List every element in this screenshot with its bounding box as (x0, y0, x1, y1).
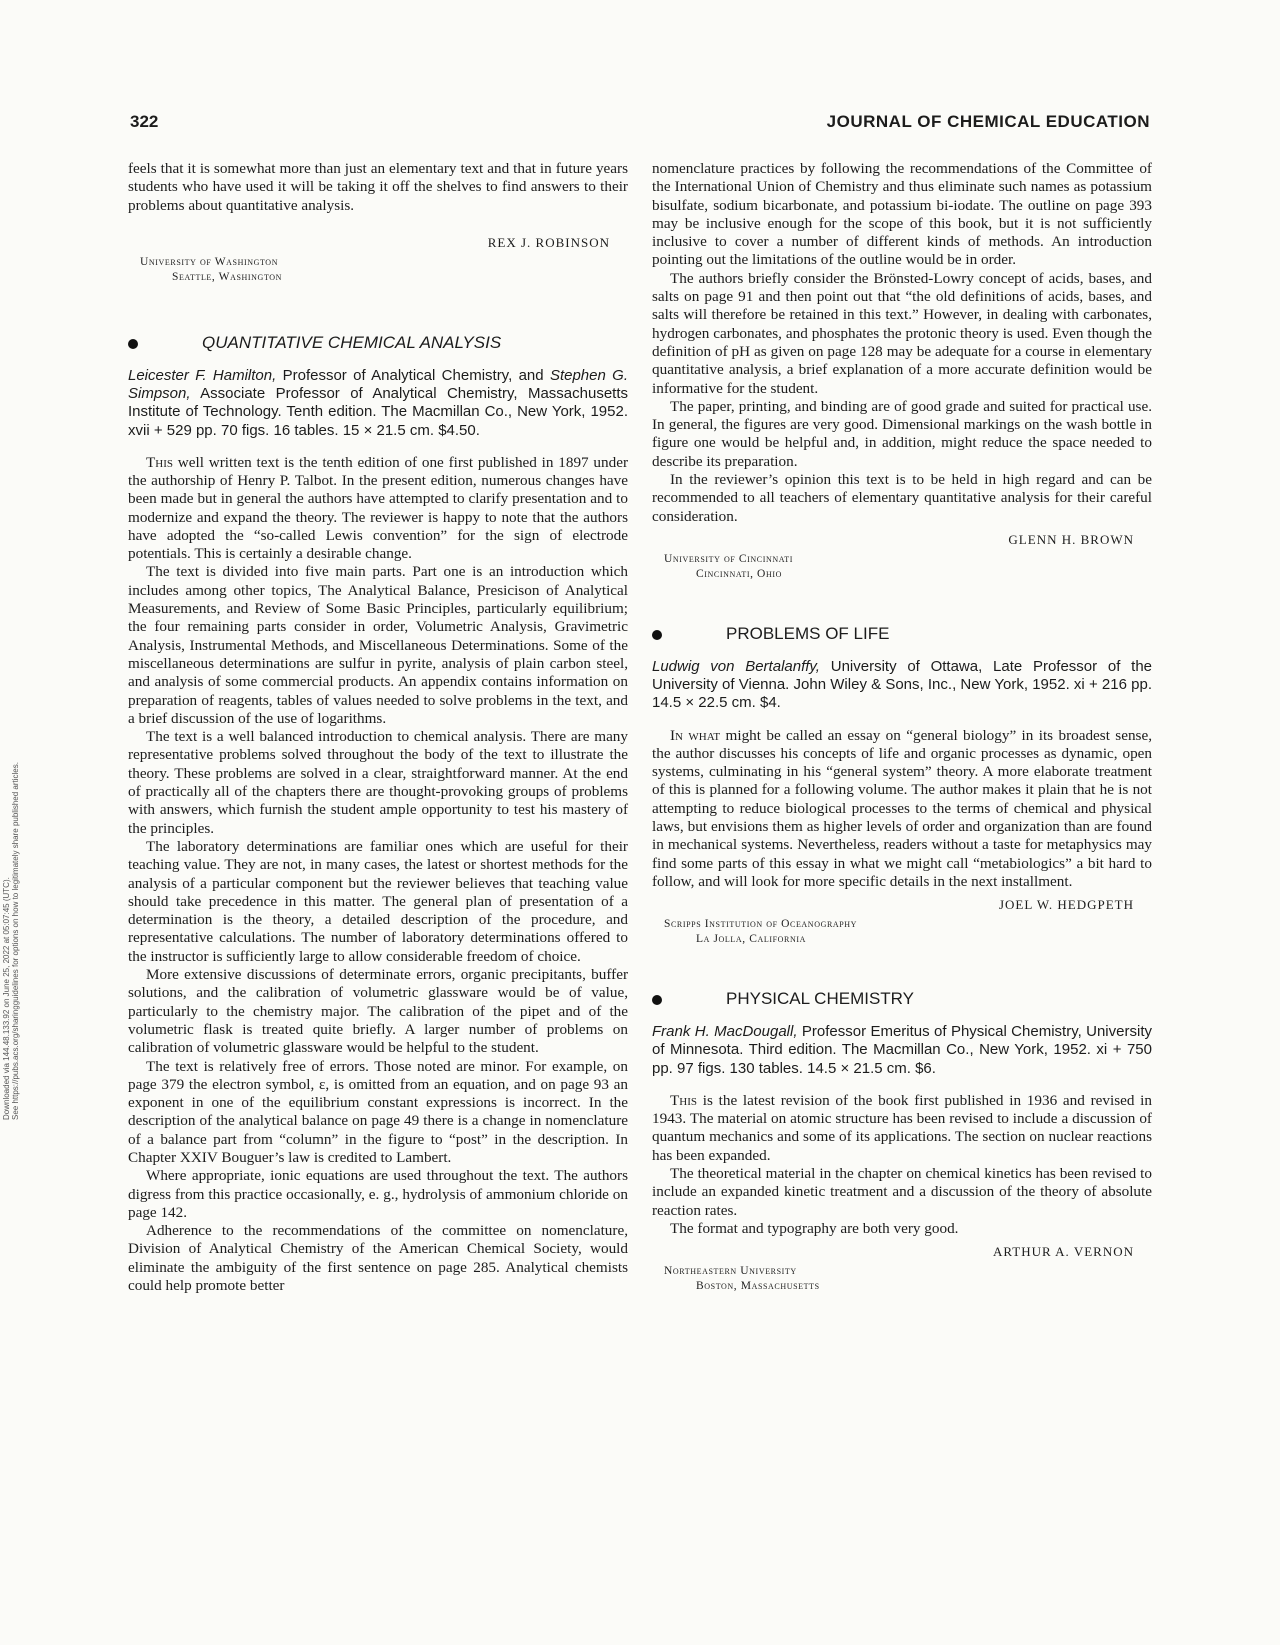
lead-word: This (146, 453, 174, 471)
review-paragraph: The paper, printing, and binding are of good grade and suited for practical use. In general, the figures are very good. Dimensional markings on the wash bottle in figure one would be helpful and, in addition, might reduce the space needed to describe its preparation. (652, 397, 1152, 470)
review-paragraph: The text is divided into five main parts. Part one is an introduction which includes among other topics, The Analytical Balance, Presicison of Analytical Measurements, and Review of Some Basic Principles, particularly equilibrium; the four remaining parts consider in order, Volumetric Analysis, Gravimetric Analysis, Instrumental Methods, and Miscellaneous Determinations. Some of the miscellaneous determinations are sulfur in pyrite, analysis of plain carbon steel, and analysis of some commercial products. An appendix contains information on preparation of reagents, tables of values needed to solve problems in the text, and a brief discussion of the use of logarithms. (128, 563, 628, 727)
reviewer-signature: JOEL W. HEDGPETH (998, 897, 1134, 913)
review-paragraph: Adherence to the recommendations of the committee on nomenclature, Division of Analytical Chemistry of the American Chemical Society, would eliminate the ambiguity of the first sentence on page 285. Analytical chemists could help promote better (128, 1222, 628, 1295)
bullet-icon (652, 995, 662, 1005)
reviewer-affiliation (664, 917, 1152, 947)
review-paragraph: The text is a well balanced introduction to chemical analysis. There are many representative problems solved throughout the body of the text to illustrate the theory. These problems are solved in a clear, straightforward manner. At the end of practically all of the chapters there are thought-provoking groups of problems with answers, which furnish the student ample opportunity to test his mastery of the principles. (128, 728, 628, 837)
reviewer-affiliation (140, 255, 628, 285)
right-column (652, 160, 1152, 1294)
paragraph-text: might be called an essay on “general biology” in its broadest sense, the author discusses his concepts of life and organic processes as dynamic, open systems, culminating in his “general system” theory. A more elaborate treatment of this is planned for a following volume. The author makes it plain that he is not attempting to reduce biological processes to the terms of chemical and physical laws, but envisions them as higher levels of order and organization than are found in mechanical systems. Nevertheless, readers without a taste for metaphysics may find some parts of this essay in what we might call “metabiologics” a bit hard to follow, and will look for more specific details in the next installment. (652, 726, 1152, 890)
book-citation (652, 658, 1152, 713)
review-paragraph: The authors briefly consider the Brönsted-Lowry concept of acids, bases, and salts on page 91 and then point out that “the old definitions of acids, bases, and salts will therefore be retained in this text.” However, in dealing with carbonates, hydrogen carbonates, and phosphates the protonic theory is used. Even though the definition of pH as given on page 128 may be adequate for a course in elementary quantitative analysis, a brief explanation of a more accurate definition would be informative for the student. (652, 269, 1152, 397)
review-title: PHYSICAL CHEMISTRY (726, 989, 914, 1009)
review-heading (652, 989, 1152, 1013)
reviewer-affiliation (664, 1264, 1152, 1294)
download-notice-line2: See https://pubs.acs.org/sharingguidelines for options on how to legitimately share published articles. (11, 762, 20, 1120)
affiliation-line-1: University of Washington (140, 255, 279, 268)
carryover-paragraph: feels that it is somewhat more than just an elementary text and that in future years students who have used it will be taking it off the shelves to find answers to their problems about quantitative analysis. (128, 160, 628, 214)
reviewer-affiliation (664, 552, 1152, 582)
affiliation-line-1: Northeastern University (664, 1265, 797, 1278)
bullet-icon (128, 339, 138, 349)
review-paragraph (652, 727, 1152, 892)
paragraph-text: well written text is the tenth edition of one first published in 1897 under the authorship of Henry P. Talbot. In the present edition, numerous changes have been made but in general the authors have attempted to clarify presentation and to modernize and expand the theory. The reviewer is happy to note that the authors have adopted the “so-called Lewis convention” for the sign of electrode potentials. This is certainly a desirable change. (128, 453, 628, 563)
citation-details: University of Ottawa, Late Professor of the University of Vienna. John Wiley & Sons, Inc., New York, 1952. xi + 216 pp. 14.5 × 22.5 cm. $4. (652, 657, 1153, 712)
affiliation-line-2: Seattle, Washington (172, 270, 283, 283)
reviewer-signature: GLENN H. BROWN (1008, 531, 1134, 547)
affiliation-line-2: Boston, Massachusetts (696, 1280, 820, 1293)
review-paragraph: Where appropriate, ionic equations are used throughout the text. The authors digress from this practice occasionally, e. g., hydrolysis of ammonium chloride on page 142. (128, 1167, 628, 1221)
citation-details: Professor Emeritus of Physical Chemistry, University of Minnesota. Third edition. The Macmillan Co., New York, 1952. xi + 750 pp. 97 figs. 130 tables. 14.5 × 21.5 cm. $6. (652, 1023, 1152, 1077)
author-role: Professor of Analytical Chemistry, and (276, 366, 550, 384)
reviewer-signature: REX J. ROBINSON (487, 234, 610, 250)
paragraph-text: is the latest revision of the book first published in 1936 and revised in 1943. The material on atomic structure has been revised to include a discussion of quantum mechanics and some of its applications. The section on nuclear reactions has been expanded. (652, 1091, 1152, 1164)
review-heading (128, 333, 628, 357)
lead-word: In what (670, 726, 721, 744)
review-paragraph: The text is relatively free of errors. Those noted are minor. For example, on page 379 the electron symbol, ε, is omitted from an equation, and on page 93 an exponent in one of the equilibrium constant expressions is incorrect. In the description of the analytical balance on page 49 there is a change in nomenclature of a balance part from “column” in the figure to “post” in the description. In Chapter XXIV Bouguer’s law is credited to Lambert. (128, 1057, 628, 1166)
review-paragraph: In the reviewer’s opinion this text is to be held in high regard and can be recommended to all teachers of elementary quantitative analysis for their careful consideration. (652, 471, 1152, 525)
review-paragraph: nomenclature practices by following the recommendations of the Committee of the International Union of Chemistry and thus eliminate such names as potassium bisulfate, sodium bicarbonate, and potassium bi-iodate. The outline on page 393 may be inclusive enough for the scope of this book, but it is not sufficiently inclusive to cover a number of different kinds of methods. An introduction pointing out the limitations of the outline would be in order. (652, 160, 1152, 269)
affiliation-line-1: Scripps Institution of Oceanography (664, 918, 858, 931)
review-paragraph (652, 1092, 1152, 1165)
review-title: PROBLEMS OF LIFE (726, 623, 890, 643)
download-notice-line1: Downloaded via 144.48.133.92 on June 25, 2022 at 05:07:45 (UTC). (2, 877, 11, 1120)
review-title: QUANTITATIVE CHEMICAL ANALYSIS (202, 332, 502, 352)
author-name: Leicester F. Hamilton, (128, 366, 277, 384)
review-paragraph (128, 454, 628, 564)
left-column (128, 160, 628, 1295)
author-name: Ludwig von Bertalanffy, (652, 657, 820, 675)
reviewer-signature: ARTHUR A. VERNON (992, 1244, 1134, 1260)
download-notice (2, 520, 20, 1120)
page-number: 322 (130, 112, 159, 131)
review-paragraph: The theoretical material in the chapter on chemical kinetics has been revised to include an expanded kinetic treatment and a discussion of the theory of absolute reaction rates. (652, 1165, 1152, 1219)
citation-details: Associate Professor of Analytical Chemistry, Massachusetts Institute of Technology. Tenth edition. The Macmillan Co., New York, 1952. xvii + 529 pp. 70 figs. 16 tables. 15 × 21.5 cm. $4.50. (128, 385, 628, 439)
book-citation (652, 1023, 1152, 1078)
book-citation (128, 367, 628, 440)
affiliation-line-1: University of Cincinnati (664, 552, 794, 565)
lead-word: This (670, 1091, 698, 1109)
bullet-icon (652, 630, 662, 640)
coauthor-name: Stephen G. Simpson, (128, 366, 628, 403)
review-heading (652, 624, 1152, 648)
journal-title: JOURNAL OF CHEMICAL EDUCATION (826, 112, 1150, 131)
author-name: Frank H. MacDougall, (652, 1023, 798, 1041)
review-paragraph: The format and typography are both very good. (670, 1219, 959, 1237)
review-paragraph: More extensive discussions of determinate errors, organic precipitants, buffer solutions, and the calibration of volumetric glassware would be of value, particularly to the chemistry major. The calibration of the pipet and of the volumetric flask is treated quite briefly. A larger number of problems on calibration of volumetric glassware would be helpful to the student. (128, 966, 628, 1057)
affiliation-line-2: Cincinnati, Ohio (696, 567, 782, 580)
review-paragraph: The laboratory determinations are familiar ones which are useful for their teaching value. They are not, in many cases, the latest or shortest methods for the analysis of a particular component but the reviewer believes that teaching value should take precedence in this matter. The general plan of presentation of a determination is the theory, a detailed description of the procedure, and representative calculations. The number of laboratory determinations offered to the instructor is sufficiently large to allow considerable freedom of choice. (128, 837, 628, 965)
affiliation-line-2: La Jolla, California (696, 933, 807, 946)
page-header (130, 108, 1150, 138)
